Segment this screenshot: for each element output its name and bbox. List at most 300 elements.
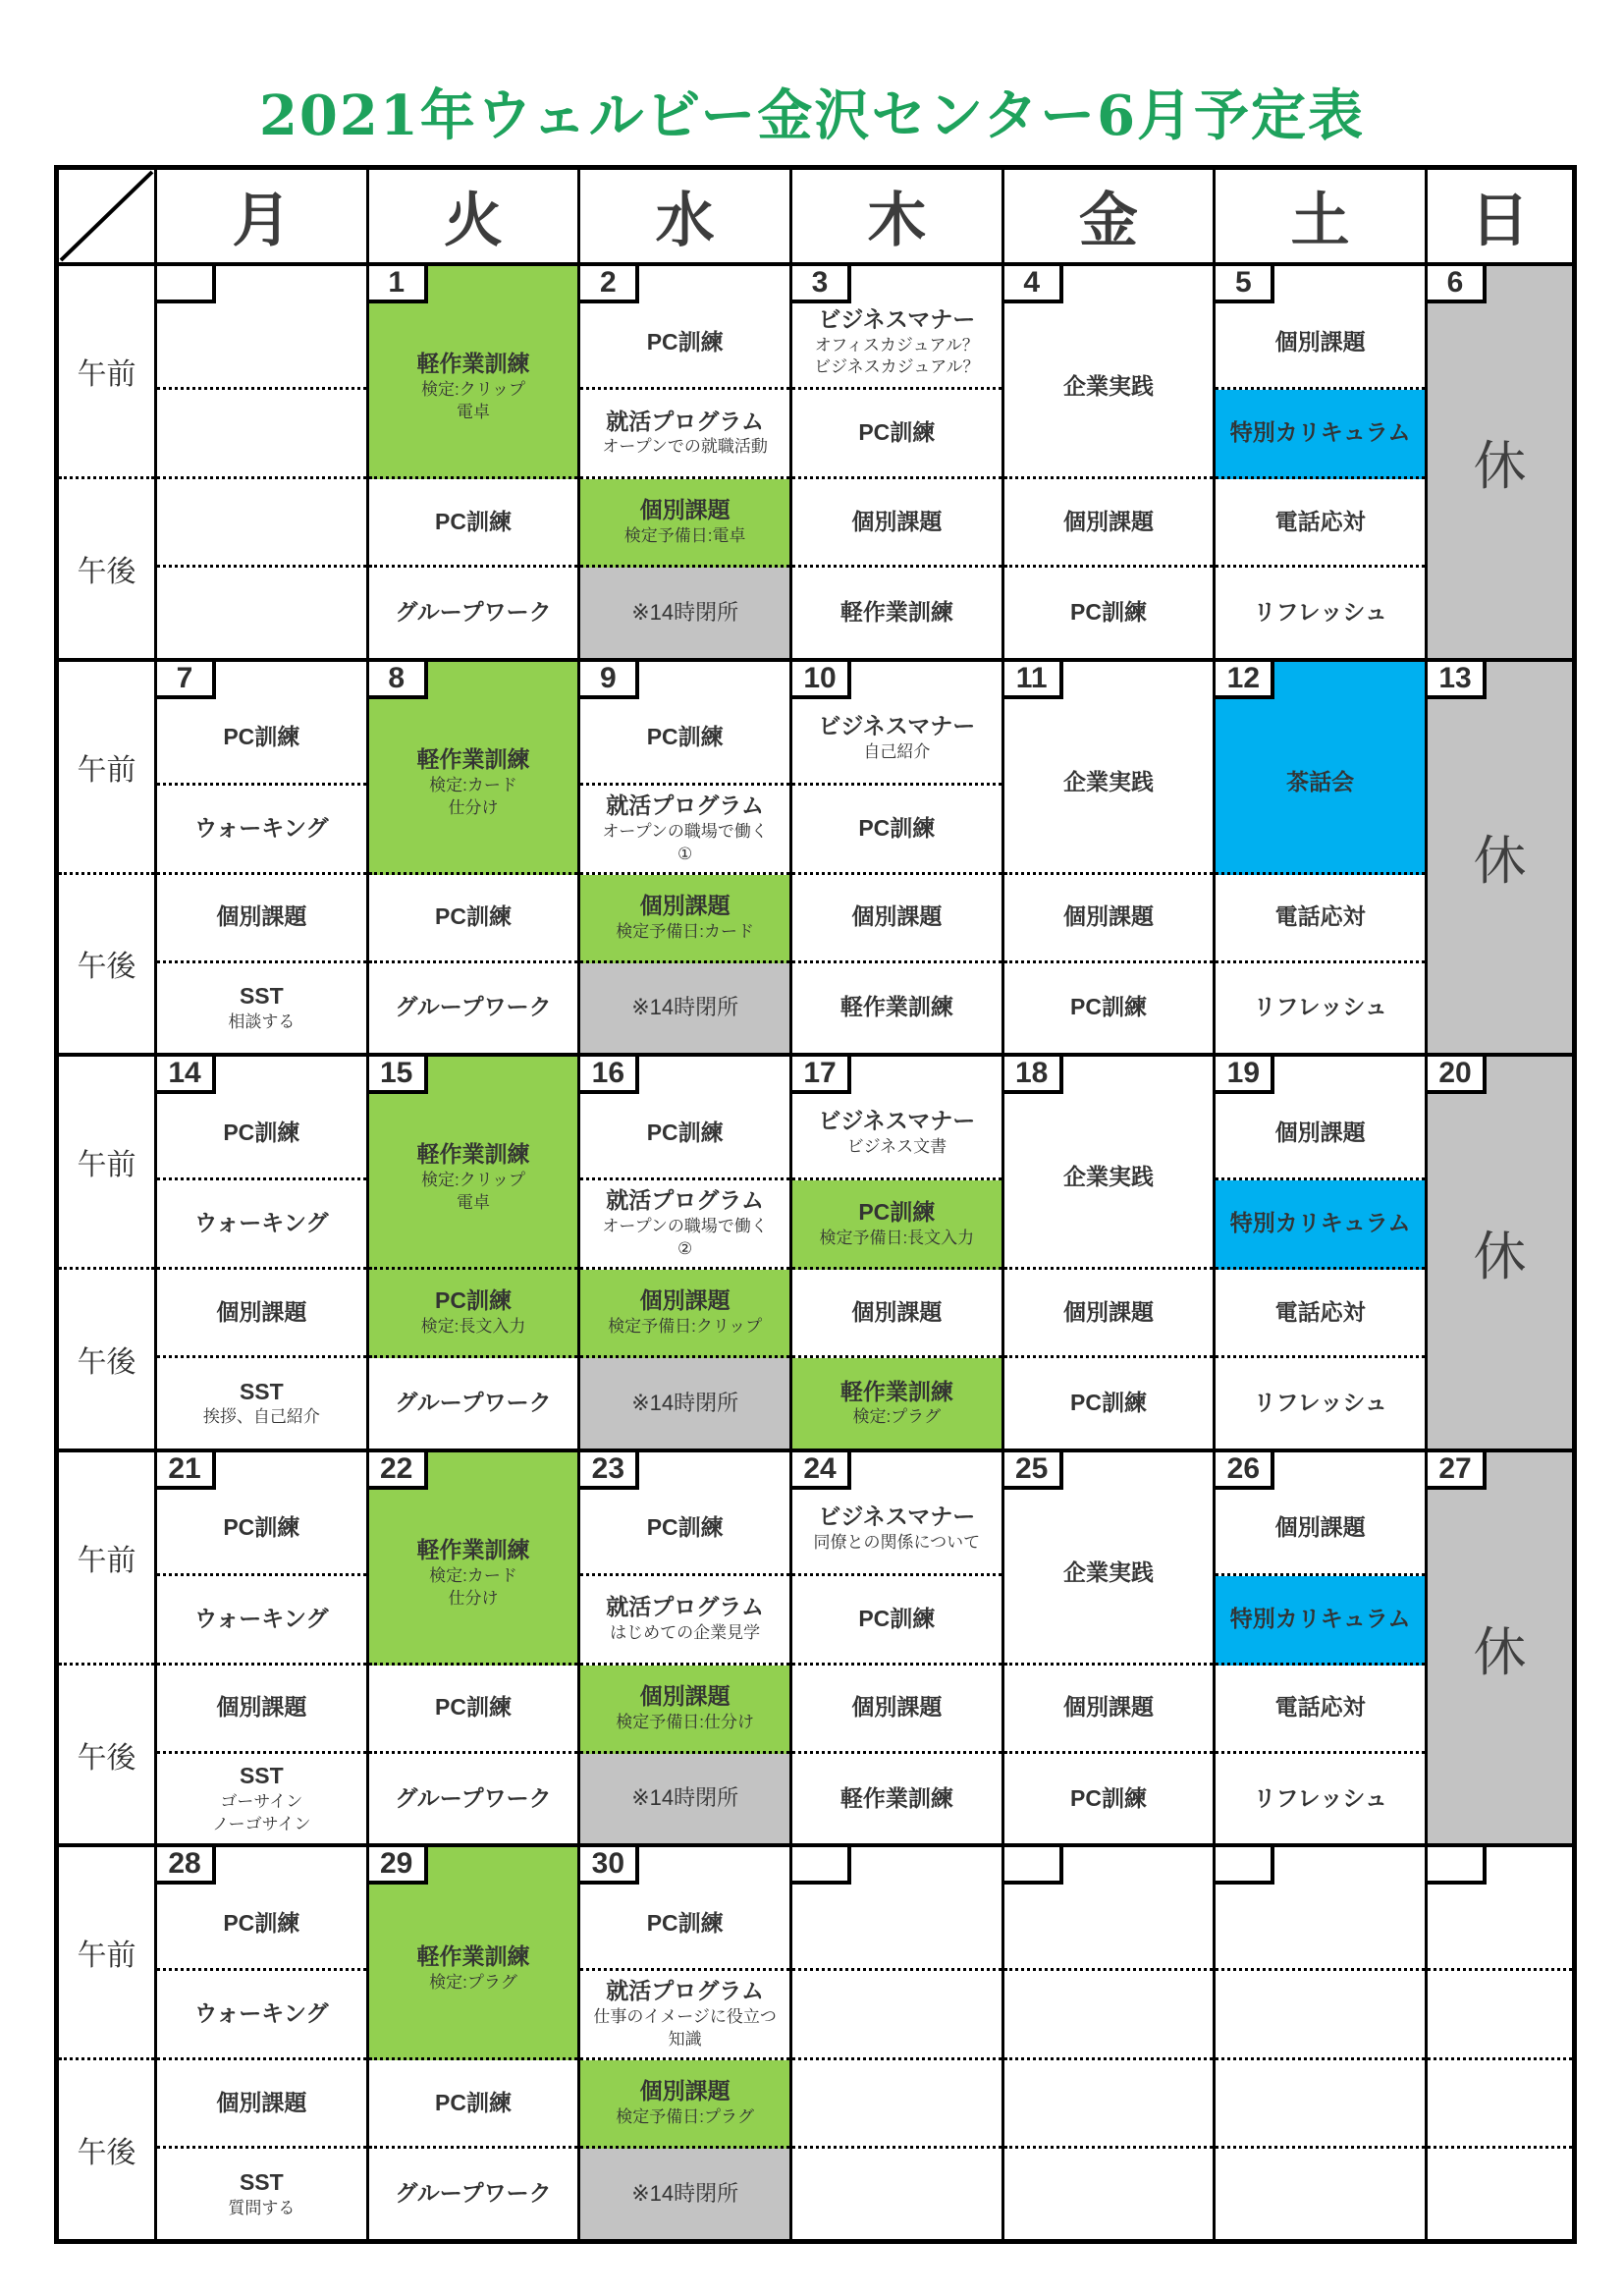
day-number: 7 — [157, 662, 216, 699]
activity-title: PC訓練 — [646, 1909, 724, 1936]
activity-cell — [792, 2149, 1001, 2239]
day-number: 10 — [792, 662, 851, 699]
activity-cell — [369, 875, 578, 963]
day-cell — [366, 1057, 578, 1449]
activity-cell — [1216, 875, 1425, 963]
activity-title: グループワーク — [395, 2180, 552, 2207]
activity-title: 就活プログラム — [606, 792, 765, 818]
activity-subtitle: ビジネスカジュアル？ — [814, 357, 980, 377]
activity-subtitle: 相談する — [228, 1011, 296, 1031]
activity-title: 就活プログラム — [606, 1978, 765, 2004]
activity-title: ビジネスマナー — [818, 1108, 976, 1134]
activity-title: リフレッシュ — [1253, 1784, 1387, 1811]
activity-title: ウォーキング — [194, 814, 329, 841]
activity-title: 個別課題 — [851, 1298, 943, 1325]
activity-title: PC訓練 — [223, 724, 300, 750]
activity-cell — [1216, 1666, 1425, 1754]
day-number: 26 — [1216, 1452, 1274, 1490]
day-cell — [154, 1452, 366, 1844]
activity-title: グループワーク — [395, 1784, 552, 1811]
activity-cell — [157, 1576, 366, 1666]
activity-title: PC訓練 — [223, 1514, 300, 1541]
activity-cell — [792, 2060, 1001, 2149]
activity-cell — [1004, 479, 1214, 568]
activity-title: PC訓練 — [1070, 994, 1147, 1020]
activity-title: 個別課題 — [216, 1694, 307, 1721]
day-cell — [1213, 266, 1425, 658]
activity-cell — [1004, 1971, 1214, 2060]
activity-subtitle: 電卓 — [456, 402, 490, 421]
day-number: 9 — [580, 662, 639, 699]
day-number — [1004, 1847, 1063, 1885]
activity-cell — [1216, 2149, 1425, 2239]
activity-title: 個別課題 — [639, 1682, 731, 1709]
activity-cell — [1216, 1180, 1425, 1270]
activity-cell — [580, 2060, 789, 2149]
day-number: 3 — [792, 266, 851, 303]
activity-title: 個別課題 — [1062, 1298, 1154, 1325]
day-cell — [1425, 1452, 1572, 1844]
activity-subtitle: 同僚との関係について — [813, 1532, 981, 1552]
day-cell — [1213, 1452, 1425, 1844]
activity-subtitle: 挨拶、自己紹介 — [202, 1407, 320, 1427]
day-number: 1 — [369, 266, 428, 303]
activity-cell — [1216, 1270, 1425, 1358]
time-label-afternoon: 午後 — [77, 951, 136, 984]
activity-subtitle: オープンの職場で働く — [602, 821, 768, 841]
rest-cell: 休 — [1428, 266, 1572, 658]
day-number — [1428, 1847, 1487, 1885]
activity-cell — [157, 2060, 366, 2149]
rest-cell: 休 — [1428, 1452, 1572, 1844]
activity-cell — [792, 875, 1001, 963]
activity-title: 個別課題 — [216, 903, 307, 930]
time-label-column — [59, 1847, 154, 2239]
activity-title: ※14時閉所 — [631, 599, 739, 625]
activity-title: リフレッシュ — [1253, 1390, 1387, 1416]
day-cell — [789, 266, 1001, 658]
activity-cell — [580, 875, 789, 963]
activity-cell — [157, 1270, 366, 1358]
rest-cell: 休 — [1428, 662, 1572, 1054]
activity-title: 軽作業訓練 — [416, 1942, 530, 1969]
activity-cell — [157, 568, 366, 658]
activity-cell — [792, 963, 1001, 1054]
activity-title: リフレッシュ — [1253, 994, 1387, 1020]
activity-title: PC訓練 — [646, 328, 724, 355]
activity-title: 個別課題 — [851, 1694, 943, 1721]
activity-cell — [792, 1576, 1001, 1666]
activity-subtitle: 検定:クリップ — [420, 380, 526, 399]
weekday-header-1: 月 — [154, 170, 366, 262]
activity-title: ビジネスマナー — [818, 712, 976, 738]
activity-title: PC訓練 — [646, 1514, 724, 1541]
day-cell — [366, 1452, 578, 1844]
activity-subtitle: ビジネス文書 — [846, 1137, 947, 1157]
activity-title: 軽作業訓練 — [416, 351, 530, 377]
activity-title: 企業実践 — [1062, 1558, 1154, 1585]
activity-subtitle: はじめての企業見学 — [610, 1623, 761, 1643]
activity-cell — [1004, 1666, 1214, 1754]
day-cell — [154, 1057, 366, 1449]
activity-cell — [1216, 1754, 1425, 1844]
day-cell — [789, 662, 1001, 1054]
time-label-morning: 午前 — [59, 1452, 154, 1666]
activity-cell — [1004, 2149, 1214, 2239]
day-cell — [1001, 1057, 1214, 1449]
activity-title: 個別課題 — [1062, 903, 1154, 930]
activity-cell — [157, 1971, 366, 2060]
activity-title: ※14時閉所 — [631, 995, 739, 1020]
week-row-5 — [59, 1843, 1572, 2239]
day-number: 25 — [1004, 1452, 1063, 1490]
activity-title: 特別カリキュラム — [1229, 1605, 1411, 1631]
activity-title: PC訓練 — [435, 1694, 512, 1721]
activity-title: SST — [239, 982, 284, 1009]
day-cell — [1425, 662, 1572, 1054]
weekday-header-row — [59, 170, 1572, 266]
activity-cell — [792, 568, 1001, 658]
activity-subtitle: 検定:長文入力 — [420, 1317, 526, 1337]
activity-title: PC訓練 — [435, 508, 512, 534]
activity-cell — [1004, 1270, 1214, 1358]
activity-cell — [1004, 2060, 1214, 2149]
time-label-column — [59, 266, 154, 658]
activity-cell — [1216, 479, 1425, 568]
activity-title: ビジネスマナー — [818, 305, 976, 332]
day-cell — [789, 1847, 1001, 2239]
time-label-afternoon: 午後 — [77, 1741, 136, 1775]
activity-cell — [580, 1576, 789, 1666]
activity-subtitle: オープンの職場で働く — [602, 1217, 768, 1236]
activity-title: 個別課題 — [851, 903, 943, 930]
activity-title: 企業実践 — [1062, 1164, 1154, 1190]
activity-title: 電話応対 — [1274, 1694, 1366, 1721]
activity-title: ウォーキング — [194, 1605, 329, 1631]
activity-title: ウォーキング — [194, 1210, 329, 1236]
activity-title: 軽作業訓練 — [839, 1784, 953, 1811]
activity-title: 電話応対 — [1274, 903, 1366, 930]
activity-subtitle: 仕事のイメージに役立つ知識 — [593, 2007, 777, 2050]
activity-title: PC訓練 — [1070, 1390, 1147, 1416]
day-cell — [1213, 662, 1425, 1054]
day-number: 16 — [580, 1057, 639, 1094]
activity-cell — [369, 568, 578, 658]
day-number: 2 — [580, 266, 639, 303]
day-cell — [154, 1847, 366, 2239]
activity-title: 個別課題 — [639, 892, 731, 918]
activity-cell — [1216, 1576, 1425, 1666]
activity-title: 個別課題 — [216, 1298, 307, 1325]
activity-cell — [1004, 875, 1214, 963]
day-cell — [577, 1057, 789, 1449]
activity-cell — [580, 2149, 789, 2239]
activity-cell — [157, 963, 366, 1054]
activity-title: 就活プログラム — [606, 1594, 765, 1620]
activity-title: 個別課題 — [639, 1287, 731, 1314]
activity-title: 個別課題 — [1274, 1514, 1366, 1541]
time-label-morning: 午前 — [59, 662, 154, 875]
activity-cell — [157, 390, 366, 479]
time-label-afternoon: 午後 — [77, 1345, 136, 1379]
day-number: 6 — [1428, 266, 1487, 303]
week-row-3 — [59, 1053, 1572, 1449]
activity-title: SST — [239, 1378, 284, 1404]
activity-title: PC訓練 — [646, 724, 724, 750]
day-number: 24 — [792, 1452, 851, 1490]
activity-subtitle: 検定予備日:カード — [616, 921, 755, 941]
day-cell — [1213, 1057, 1425, 1449]
activity-cell — [157, 1358, 366, 1449]
activity-cell — [1004, 1754, 1214, 1844]
activity-cell — [157, 1180, 366, 1270]
day-cell — [1425, 1847, 1572, 2239]
activity-title: 軽作業訓練 — [839, 994, 953, 1020]
day-cell — [1425, 266, 1572, 658]
page-title: 2021年ウェルビー金沢センター6月予定表 — [258, 82, 1366, 148]
activity-subtitle: オープンでの就職活動 — [602, 437, 768, 457]
day-cell — [577, 662, 789, 1054]
activity-title: PC訓練 — [858, 419, 936, 446]
activity-subtitle: 検定:カード — [429, 775, 517, 794]
activity-title: 茶話会 — [1286, 768, 1355, 794]
activity-cell — [369, 1666, 578, 1754]
day-cell — [1425, 1057, 1572, 1449]
activity-cell — [1004, 1358, 1214, 1449]
activity-title: PC訓練 — [646, 1119, 724, 1145]
activity-title: 軽作業訓練 — [416, 745, 530, 772]
activity-title: 軽作業訓練 — [839, 598, 953, 625]
activity-subtitle: ゴーサイン — [220, 1791, 303, 1811]
activity-title: ※14時閉所 — [631, 1390, 739, 1415]
schedule-table — [54, 165, 1577, 2244]
day-number: 11 — [1004, 662, 1063, 699]
activity-cell — [1428, 2060, 1572, 2149]
time-label-afternoon: 午後 — [77, 555, 136, 588]
day-cell — [366, 266, 578, 658]
activity-title: 企業実践 — [1062, 768, 1154, 794]
activity-cell — [157, 875, 366, 963]
activity-title: PC訓練 — [858, 1198, 936, 1225]
activity-cell — [1216, 1971, 1425, 2060]
day-cell — [1001, 1452, 1214, 1844]
activity-title: 就活プログラム — [606, 1187, 765, 1214]
activity-title: 個別課題 — [216, 2089, 307, 2115]
activity-title: 特別カリキュラム — [1229, 419, 1411, 446]
activity-title: ※14時閉所 — [631, 2180, 739, 2206]
day-number: 23 — [580, 1452, 639, 1490]
day-number: 30 — [580, 1847, 639, 1885]
activity-title: PC訓練 — [858, 814, 936, 841]
activity-cell — [580, 568, 789, 658]
activity-title: SST — [239, 2168, 284, 2195]
day-number: 29 — [369, 1847, 428, 1885]
activity-subtitle: 仕分け — [448, 797, 499, 817]
day-cell — [1001, 1847, 1214, 2239]
activity-title: 軽作業訓練 — [839, 1378, 953, 1404]
weekday-header-7: 日 — [1425, 170, 1572, 262]
day-number: 19 — [1216, 1057, 1274, 1094]
activity-subtitle: 検定:カード — [429, 1565, 517, 1585]
activity-cell — [792, 1270, 1001, 1358]
day-cell — [154, 662, 366, 1054]
activity-title: 個別課題 — [851, 508, 943, 534]
activity-cell — [157, 2149, 366, 2239]
diagonal-line — [59, 170, 154, 262]
activity-cell — [369, 2149, 578, 2239]
day-number: 22 — [369, 1452, 428, 1490]
activity-subtitle: ノーゴサイン — [212, 1814, 311, 1833]
activity-title: 個別課題 — [1062, 508, 1154, 534]
day-number: 4 — [1004, 266, 1063, 303]
activity-subtitle: 検定予備日:仕分け — [616, 1712, 755, 1731]
day-cell — [366, 1847, 578, 2239]
activity-cell — [1216, 2060, 1425, 2149]
activity-subtitle: 自己紹介 — [863, 741, 931, 761]
day-cell — [789, 1057, 1001, 1449]
activity-title: PC訓練 — [223, 1909, 300, 1936]
activity-cell — [580, 1666, 789, 1754]
activity-title: 個別課題 — [1274, 328, 1366, 355]
rest-cell: 休 — [1428, 1057, 1572, 1449]
activity-title: PC訓練 — [435, 903, 512, 930]
day-cell — [577, 1847, 789, 2239]
activity-cell — [1428, 2149, 1572, 2239]
day-number: 20 — [1428, 1057, 1487, 1094]
activity-cell — [1428, 1971, 1572, 2060]
day-number: 21 — [157, 1452, 216, 1490]
day-number — [792, 1847, 851, 1885]
activity-cell — [157, 1666, 366, 1754]
day-number: 15 — [369, 1057, 428, 1094]
activity-cell — [369, 1270, 578, 1358]
activity-cell — [369, 963, 578, 1054]
activity-title: PC訓練 — [435, 2089, 512, 2115]
activity-cell — [1004, 963, 1214, 1054]
activity-cell — [580, 1971, 789, 2060]
activity-title: リフレッシュ — [1253, 598, 1387, 625]
activity-title: 電話応対 — [1274, 508, 1366, 534]
time-label-afternoon: 午後 — [77, 2137, 136, 2170]
day-cell — [1213, 1847, 1425, 2239]
week-row-4 — [59, 1449, 1572, 1844]
activity-title: 企業実践 — [1062, 373, 1154, 400]
activity-cell — [792, 1971, 1001, 2060]
activity-cell — [157, 1754, 366, 1844]
activity-title: 電話応対 — [1274, 1298, 1366, 1325]
time-label-column — [59, 1452, 154, 1844]
corner-cell — [59, 170, 154, 262]
activity-title: グループワーク — [395, 994, 552, 1020]
activity-title: PC訓練 — [435, 1287, 512, 1314]
activity-cell — [580, 1180, 789, 1270]
time-label-morning: 午前 — [59, 1057, 154, 1270]
activity-cell — [157, 786, 366, 875]
activity-cell — [580, 479, 789, 568]
activity-cell — [792, 1358, 1001, 1449]
activity-cell — [580, 1270, 789, 1358]
activity-cell — [792, 479, 1001, 568]
activity-subtitle: 検定予備日:クリップ — [608, 1317, 763, 1337]
activity-cell — [369, 1358, 578, 1449]
activity-cell — [1216, 1358, 1425, 1449]
activity-cell — [580, 1754, 789, 1844]
activity-title: 個別課題 — [1274, 1119, 1366, 1145]
week-row-2 — [59, 658, 1572, 1054]
activity-subtitle: 電卓 — [456, 1193, 490, 1213]
time-label-morning: 午前 — [59, 1847, 154, 2060]
day-number — [157, 266, 216, 303]
activity-title: PC訓練 — [1070, 598, 1147, 625]
weekday-header-4: 木 — [789, 170, 1001, 262]
activity-title: 個別課題 — [1062, 1694, 1154, 1721]
activity-title: グループワーク — [395, 1390, 552, 1416]
activity-cell — [1216, 963, 1425, 1054]
activity-title: 就活プログラム — [606, 408, 765, 434]
activity-title: 個別課題 — [639, 2078, 731, 2105]
day-number: 12 — [1216, 662, 1274, 699]
activity-title: ウォーキング — [194, 2000, 329, 2027]
day-number: 27 — [1428, 1452, 1487, 1490]
activity-title: ※14時閉所 — [631, 1785, 739, 1811]
activity-subtitle: 検定:プラグ — [429, 1972, 517, 1992]
day-number: 28 — [157, 1847, 216, 1885]
activity-title: ビジネスマナー — [818, 1503, 976, 1529]
activity-cell — [792, 786, 1001, 875]
activity-title: SST — [239, 1762, 284, 1788]
activity-subtitle: 質問する — [228, 2198, 296, 2217]
activity-cell — [792, 1666, 1001, 1754]
activity-cell — [1216, 568, 1425, 658]
time-label-column — [59, 1057, 154, 1449]
activity-cell — [1004, 568, 1214, 658]
day-number: 17 — [792, 1057, 851, 1094]
activity-cell — [792, 1754, 1001, 1844]
activity-cell — [157, 479, 366, 568]
time-label-column — [59, 662, 154, 1054]
day-number: 5 — [1216, 266, 1274, 303]
activity-subtitle: 検定:プラグ — [852, 1407, 942, 1427]
activity-cell — [369, 479, 578, 568]
activity-subtitle: オフィスカジュアル？ — [814, 335, 979, 355]
activity-subtitle: 検定予備日:電卓 — [623, 525, 746, 545]
activity-cell — [580, 390, 789, 479]
weekday-header-6: 土 — [1213, 170, 1425, 262]
weekday-header-3: 水 — [577, 170, 789, 262]
activity-subtitle: 検定:クリップ — [420, 1171, 526, 1190]
activity-title: 軽作業訓練 — [416, 1141, 530, 1168]
day-number: 13 — [1428, 662, 1487, 699]
activity-cell — [369, 2060, 578, 2149]
day-cell — [577, 266, 789, 658]
weekday-header-2: 火 — [366, 170, 578, 262]
time-label-morning: 午前 — [59, 266, 154, 479]
activity-cell — [1216, 390, 1425, 479]
activity-cell — [792, 1180, 1001, 1270]
activity-title: 軽作業訓練 — [416, 1536, 530, 1562]
day-number: 8 — [369, 662, 428, 699]
day-number — [1216, 1847, 1274, 1885]
activity-title: 特別カリキュラム — [1229, 1210, 1411, 1236]
day-cell — [1001, 266, 1214, 658]
activity-subtitle: ① — [677, 844, 693, 863]
weekday-header-5: 金 — [1001, 170, 1214, 262]
activity-title: グループワーク — [395, 598, 552, 625]
day-cell — [577, 1452, 789, 1844]
activity-cell — [792, 390, 1001, 479]
activity-title: 個別課題 — [639, 497, 731, 523]
activity-title: PC訓練 — [858, 1605, 936, 1631]
